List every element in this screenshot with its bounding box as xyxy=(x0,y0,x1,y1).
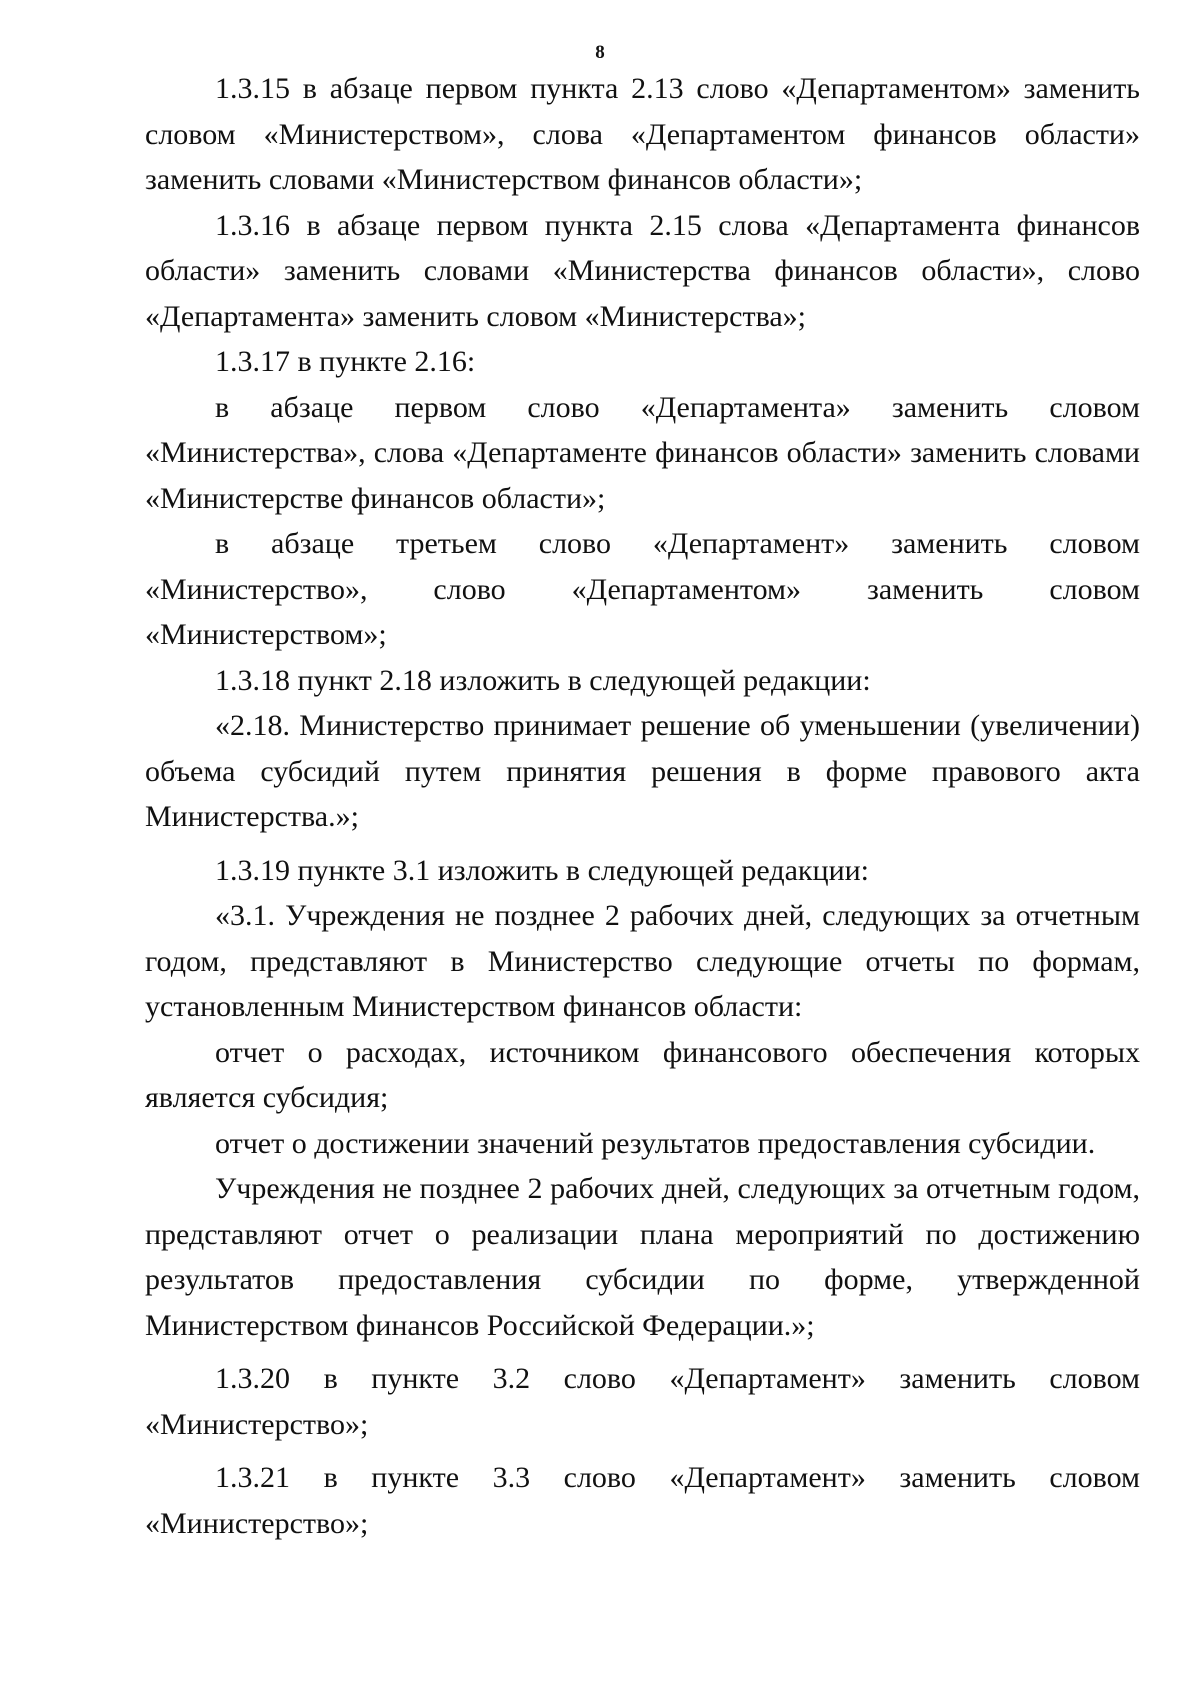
paragraph-third-abzac: в абзаце третьем слово «Департамент» заменить словом «Министерство», слово «Департаментом» заменить словом «Министерством»; xyxy=(145,527,1140,651)
paragraph-plan-report: Учреждения не позднее 2 рабочих дней, следующих за отчетным годом, представляют отчет о реализации плана мероприятий по достижению результатов предоставления субсидии по форме, утвержденной Министерством финансов Российской Федерации.»; xyxy=(145,1172,1140,1342)
paragraph-1-3-16: 1.3.16 в абзаце первом пункта 2.15 слова «Департамента финансов области» заменить словами «Министерства финансов области», слово «Департамента» заменить словом «Министерства»; xyxy=(145,208,1140,333)
paragraph-expense-report: отчет о расходах, источником финансового обеспечения которых является субсидия; xyxy=(145,1035,1140,1114)
paragraph-1-3-20: 1.3.20 в пункте 3.2 слово «Департамент» заменить словом «Министерство»; xyxy=(145,1362,1140,1441)
paragraph-1-3-18: 1.3.18 пункт 2.18 изложить в следующей редакции: xyxy=(215,663,871,697)
paragraph-first-abzac: в абзаце первом слово «Департамента» заменить словом «Министерства», слова «Департаменте финансов области» заменить словами «Министерстве финансов области»; xyxy=(145,390,1140,515)
page-number: 8 xyxy=(595,42,605,63)
paragraph-2-18-text: «2.18. Министерство принимает решение об уменьшении (увеличении) объема субсидий путем принятия решения в форме правового акта Министерства.»; xyxy=(145,709,1140,833)
paragraph-1-3-17: 1.3.17 в пункте 2.16: xyxy=(215,345,476,378)
paragraph-1-3-19: 1.3.19 пункте 3.1 изложить в следующей редакции: xyxy=(215,853,870,887)
document-body xyxy=(145,66,1140,1546)
paragraph-1-3-21: 1.3.21 в пункте 3.3 слово «Департамент» заменить словом «Министерство»; xyxy=(145,1461,1140,1540)
paragraph-results-report: отчет о достижении значений результатов предоставления субсидии. xyxy=(215,1126,1096,1160)
paragraph-3-1-text: «3.1. Учреждения не позднее 2 рабочих дней, следующих за отчетным годом, представляют в Министерство следующие отчеты по формам, установленным Министерством финансов области: xyxy=(145,899,1140,1023)
paragraph-1-3-15: 1.3.15 в абзаце первом пункта 2.13 слово «Департаментом» заменить словом «Министерством», слова «Департаментом финансов области» заменить словами «Министерством финансов области»; xyxy=(145,72,1140,196)
